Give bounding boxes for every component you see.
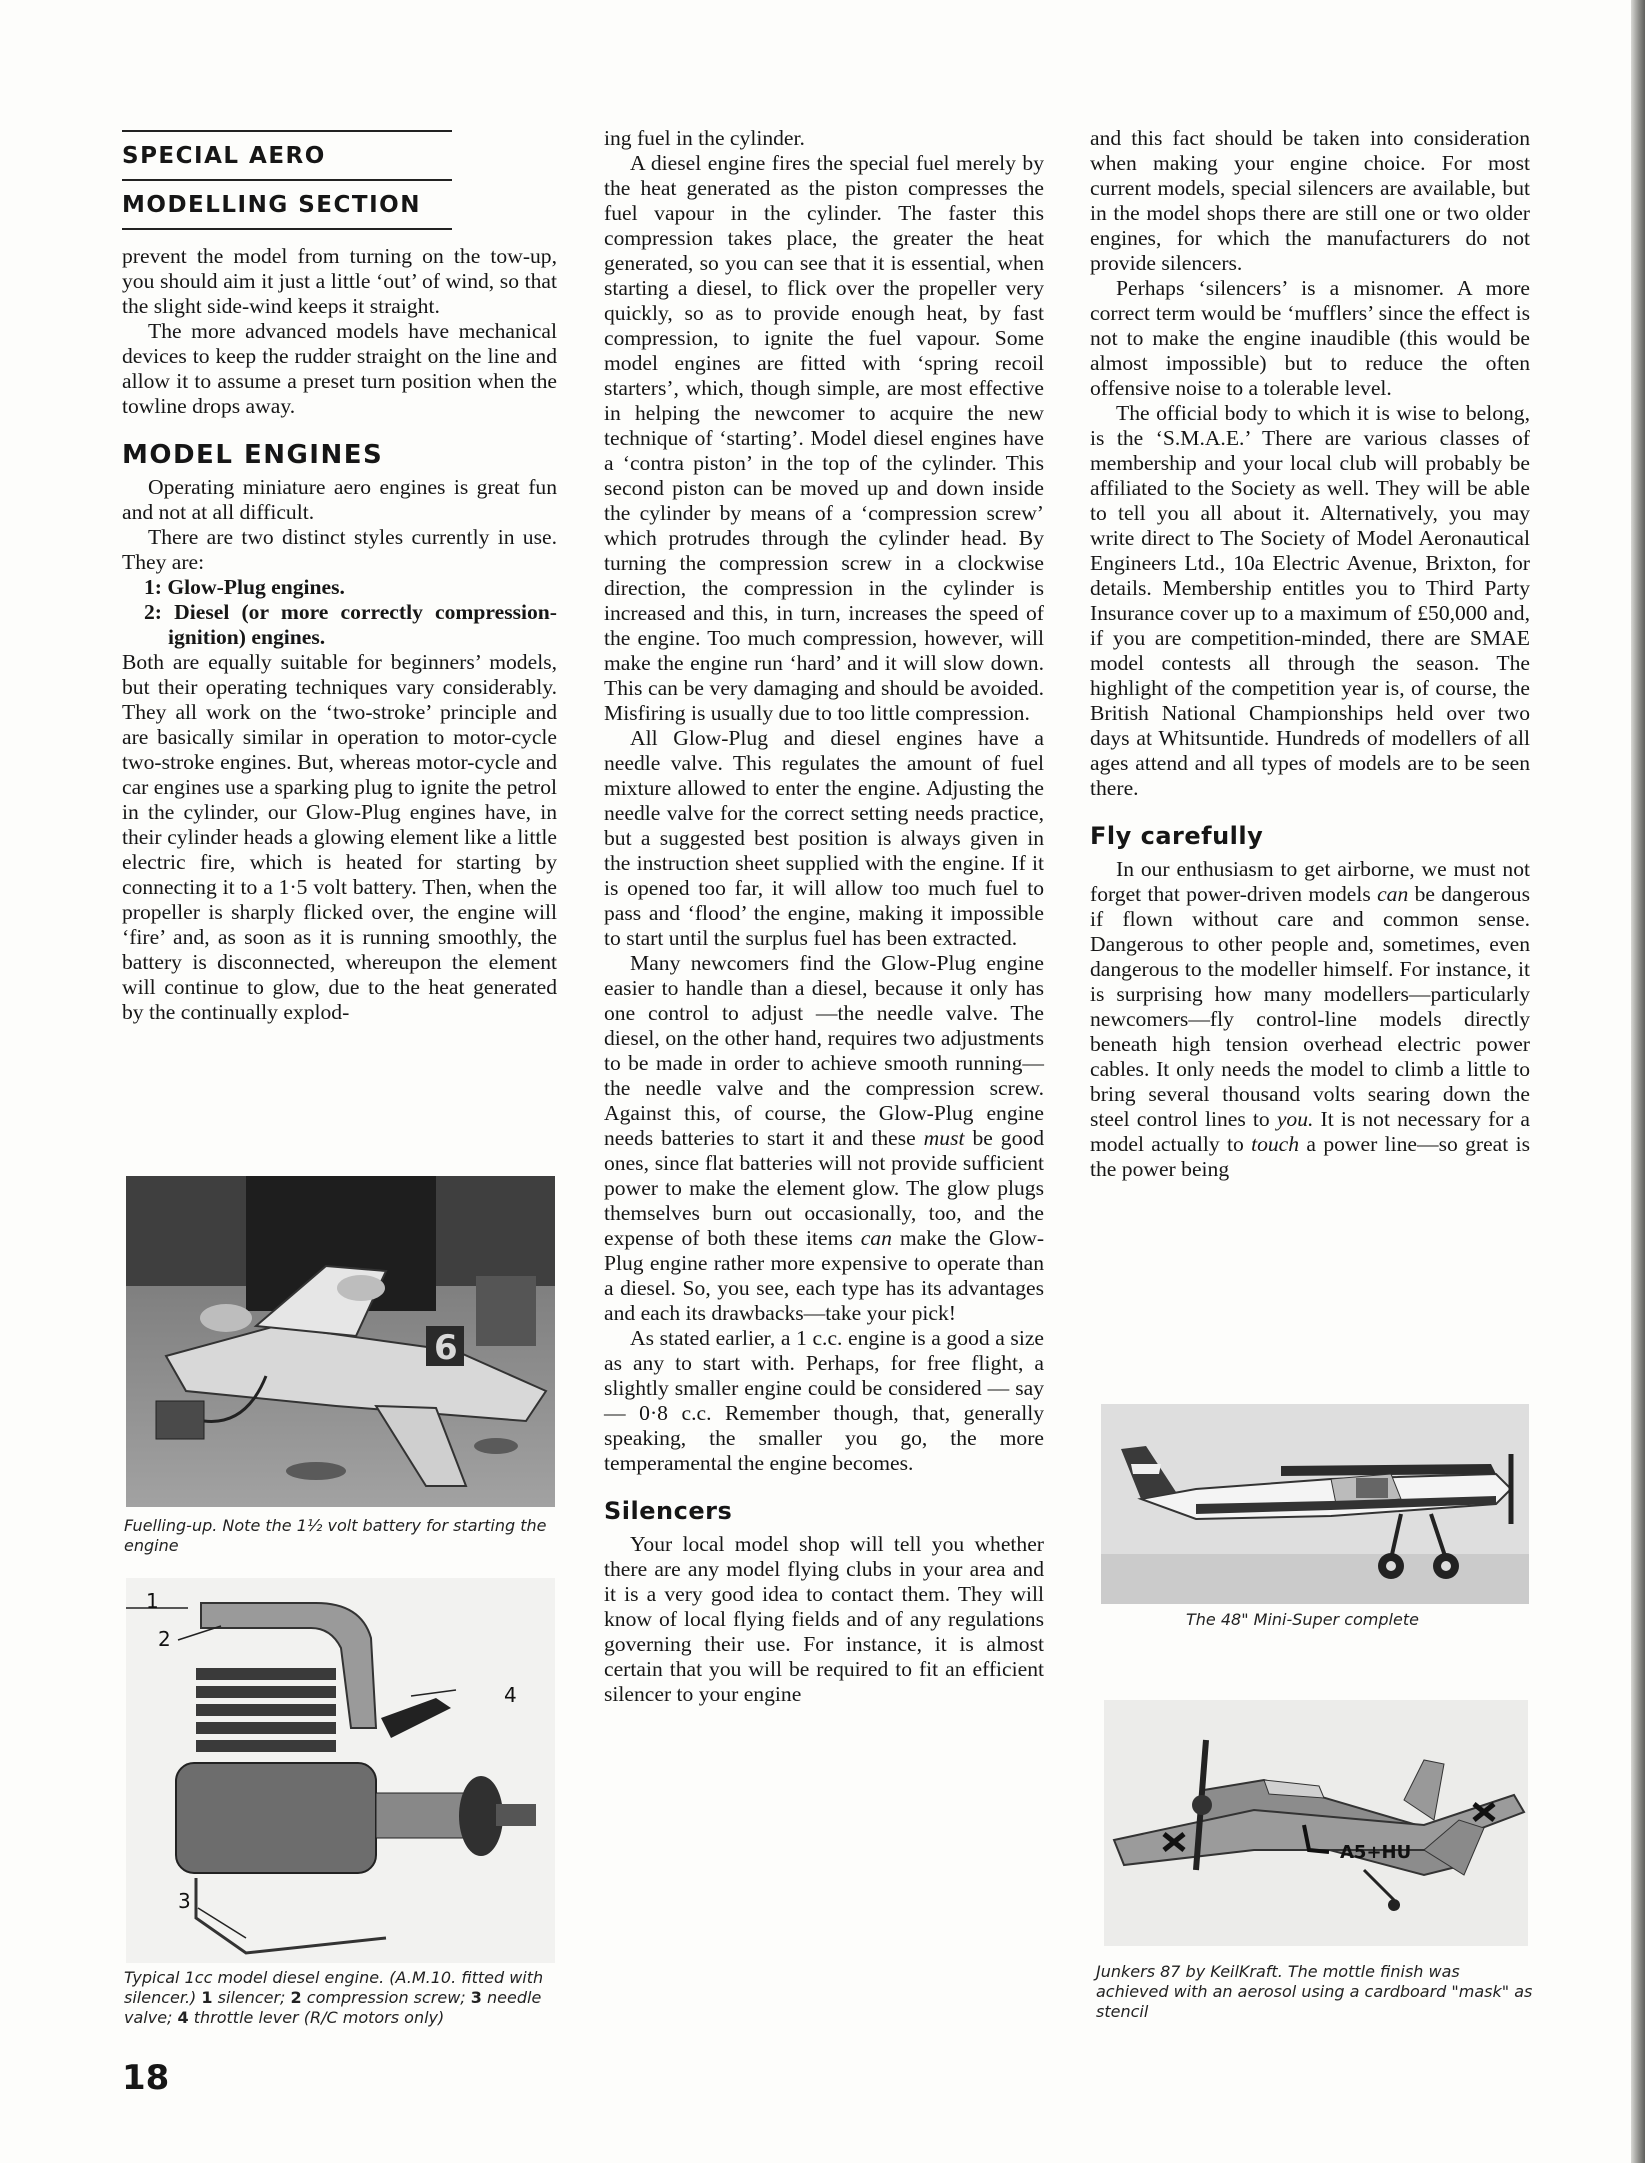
- caption-num-3: 3: [470, 1988, 482, 2007]
- col3-paragraph-2: Perhaps ‘silencers’ is a misnomer. A more correct term would be ‘mufflers’ since the effect is not to make the engine inaudible (this would be almost impossible) but to reduce the often offensive noise to a tolerable level.: [1090, 276, 1530, 400]
- caption-text-3: needle valve;: [124, 1988, 542, 2027]
- col3-p4-part-d: a power line—so great is the power being: [1090, 1132, 1530, 1181]
- caption-junkers-87: Junkers 87 by KeilKraft. The mottle finish was achieved with an aerosol using a cardboard "mask" as stencil: [1096, 1962, 1533, 2021]
- photo-fuelling-up: [126, 1176, 555, 1507]
- engine-label-3: 3: [178, 1889, 191, 1913]
- col3-paragraph-1: and this fact should be taken into consideration when making your engine choice. For most current models, special silencers are available, but in the model shops there are still one or two older engines, for which the manufacturers do not provide silencers.: [1090, 126, 1530, 275]
- col3-p4-part-c: It is not necessary for a model actually to: [1090, 1107, 1530, 1156]
- column-1: [122, 128, 557, 1025]
- page-edge-shadow: [1631, 0, 1645, 2163]
- col1-paragraph-2: The more advanced models have mechanical devices to keep the rudder straight on the line and allow it to assume a preset turn position when the towline drops away.: [122, 319, 557, 418]
- page-number: 18: [122, 2058, 170, 2098]
- caption-text-4: throttle lever (R/C motors only): [193, 2008, 445, 2027]
- col1-paragraph-5: Both are equally suitable for beginners’ models, but their operating techniques vary considerably. They all work on the ‘two-stroke’ principle and are basically similar in operation to motor-cycle two-stroke engines. But, whereas motor-cycle and car engines use a sparking plug to ignite the petrol in the cylinder, our Glow-Plug engines have, in their cylinder heads a glowing element like a little electric fire, which is heated for starting by connecting it to a 1·5 volt battery. Then, when the propeller is sharply flicked over, the engine will ‘fire’ and, as soon as it is running smoothly, the battery is disconnected, whereupon the element will continue to glow, due to the heat generated by the continually explod-: [122, 650, 557, 1024]
- emphasis-can: can: [860, 1226, 892, 1250]
- heading-model-engines: MODEL ENGINES: [122, 440, 384, 470]
- caption-num-1: 1: [201, 1988, 213, 2007]
- photo-mini-super-image: [1101, 1404, 1529, 1604]
- model-number-marking: 6: [434, 1328, 458, 1368]
- section-label-line1: SPECIAL AERO: [122, 143, 326, 169]
- section-rule-bottom: [122, 228, 452, 230]
- emphasis-you: you.: [1276, 1107, 1314, 1131]
- caption-diesel-engine: [124, 1968, 564, 2028]
- caption-mini-super: The 48" Mini-Super complete: [1186, 1610, 1419, 1629]
- col1-paragraph-1: prevent the model from turning on the tow-up, you should aim it just a little ‘out’ of wind, so that the slight side-wind keeps it straight.: [122, 244, 557, 318]
- caption-text-1: silencer;: [217, 1988, 286, 2007]
- emphasis-can-2: can: [1377, 882, 1409, 906]
- col1-paragraph-4: There are two distinct styles currently in use. They are:: [122, 525, 557, 574]
- col3-paragraph-3: The official body to which it is wise to belong, is the ‘S.M.A.E.’ There are various classes of membership and your local club will probably be affiliated to the Society as well. They will be able to tell you all about it. Alternatively, you may write direct to The Society of Model Aeronautical Engineers Ltd., 10a Electric Avenue, Brixton, for details. Membership entitles you to Third Party Insurance cover up to a maximum of £50,000 and, if you are competition-minded, there are SMAE model contests all through the season. The highlight of the competition year is, of course, the British National Championships held over two days at Whitsuntide. Hundreds of modellers of all ages attend and all types of models are to be seen there.: [1090, 401, 1530, 800]
- list-item-glow-plug: 1: Glow-Plug engines.: [144, 575, 345, 599]
- emphasis-must: must: [923, 1126, 965, 1150]
- engine-label-2: 2: [158, 1627, 171, 1651]
- col2-paragraph-2: A diesel engine fires the special fuel merely by the heat generated as the piston compresses the fuel vapour in the cylinder. The faster this compression takes place, the greater the heat generated, so you can see that it is essential, when starting a diesel, to flick over the propeller very quickly, so as to provide enough heat, by fast compression, to ignite the fuel vapour. Some model engines are fitted with ‘spring recoil starters’, which, though simple, are most effective in helping the newcomer to acquire the new technique of ‘starting’. Model diesel engines have a ‘contra piston’ in the top of the cylinder. This second piston can be moved up and down inside the cylinder by means of a ‘compression screw’ which protrudes through the cylinder head. By turning the compression screw in a clockwise direction, the compression in the cylinder is increased and this, in turn, increases the speed of the engine. Too much compression, however, will make the engine run ‘hard’ and it will slow down. This can be very damaging and should be avoided. Misfiring is usually due to too little compression.: [604, 151, 1044, 725]
- column-2: [604, 126, 1044, 1707]
- photo-junkers-87: [1104, 1700, 1528, 1946]
- heading-fly-carefully: Fly carefully: [1090, 822, 1264, 850]
- col2-paragraph-1: ing fuel in the cylinder.: [604, 126, 805, 150]
- engine-label-1: 1: [146, 1589, 159, 1613]
- section-header: [122, 130, 557, 230]
- col2-p4-part-c: make the Glow-Plug engine rather more expensive to operate than a diesel. So, you see, each type has its advantages and each its drawbacks—take your pick!: [604, 1226, 1045, 1325]
- col2-p4-part-b: be good ones, since flat batteries will not provide sufficient power to make the element glow. The glow plugs themselves burn out occasionally, too, and the expense of both these items: [604, 1126, 1044, 1250]
- col3-p4-part-a: In our enthusiasm to get airborne, we must not forget that power-driven models: [1090, 857, 1530, 906]
- heading-silencers: Silencers: [604, 1497, 733, 1525]
- col2-paragraph-5: As stated earlier, a 1 c.c. engine is a good a size as any to start with. Perhaps, for free flight, a slightly smaller engine could be considered — say — 0·8 c.c. Remember though, that, generally speaking, the smaller you go, the more temperamental the engine becomes.: [604, 1326, 1044, 1475]
- photo-fuelling-up-image: [126, 1176, 555, 1507]
- photo-junkers-87-image: [1104, 1700, 1528, 1946]
- caption-num-4: 4: [177, 2008, 189, 2027]
- col2-paragraph-3: All Glow-Plug and diesel engines have a needle valve. This regulates the amount of fuel mixture allowed to enter the engine. Adjusting the needle valve for the correct setting needs practice, but a suggested best position is always given in the instruction sheet supplied with the engine. If it is opened too far, it will allow too much fuel to pass and ‘flood’ the engine, making it impossible to start until the surplus fuel has been extracted.: [604, 726, 1044, 950]
- caption-diesel-lead: Typical 1cc model diesel engine. (A.M.10. fitted with silencer.): [124, 1968, 544, 2007]
- caption-num-2: 2: [290, 1988, 302, 2007]
- list-item-diesel: 2: Diesel (or more correctly compression-ignition) engines.: [144, 600, 557, 649]
- col3-paragraph-4: [1090, 857, 1530, 1182]
- junkers-fuselage-code: A5+HU: [1340, 1842, 1412, 1863]
- col2-paragraph-4: [604, 951, 1044, 1326]
- caption-fuelling-up: Fuelling-up. Note the 1½ volt battery for starting the engine: [124, 1516, 547, 1555]
- caption-text-2: compression screw;: [306, 1988, 466, 2007]
- col2-p4-part-a: Many newcomers find the Glow-Plug engine easier to handle than a diesel, because it only has one control to adjust —the needle valve. The diesel, on the other hand, requires two adjustments to be made in order to achieve smooth running—the needle valve and the compression screw. Against this, of course, the Glow-Plug engine needs batteries to start it and these: [604, 951, 1044, 1150]
- col2-paragraph-6: Your local model shop will tell you whether there are any model flying clubs in your area and it is a very good idea to contact them. They will know of local flying fields and of any regulations governing their use. For instance, it is almost certain that you will be required to fit an efficient silencer to your engine: [604, 1532, 1044, 1706]
- col3-p4-part-b: be dangerous if flown without care and common sense. Dangerous to other people and, sometimes, even dangerous to the modeller himself. For instance, it is surprising how many modellers—particularly newcomers—fly control-line models directly beneath high tension overhead electric power cables. It only needs the model to climb a little to bring several thousand volts searing down the steel control lines to: [1090, 882, 1530, 1131]
- section-label-line2: MODELLING SECTION: [122, 192, 421, 218]
- column-3: [1090, 126, 1530, 1182]
- engine-label-4: 4: [504, 1683, 517, 1707]
- photo-mini-super: [1101, 1404, 1529, 1604]
- photo-diesel-engine-image: [126, 1578, 555, 1963]
- photo-diesel-engine: [126, 1578, 555, 1963]
- col1-paragraph-3: Operating miniature aero engines is great fun and not at all difficult.: [122, 475, 557, 524]
- emphasis-touch: touch: [1251, 1132, 1300, 1156]
